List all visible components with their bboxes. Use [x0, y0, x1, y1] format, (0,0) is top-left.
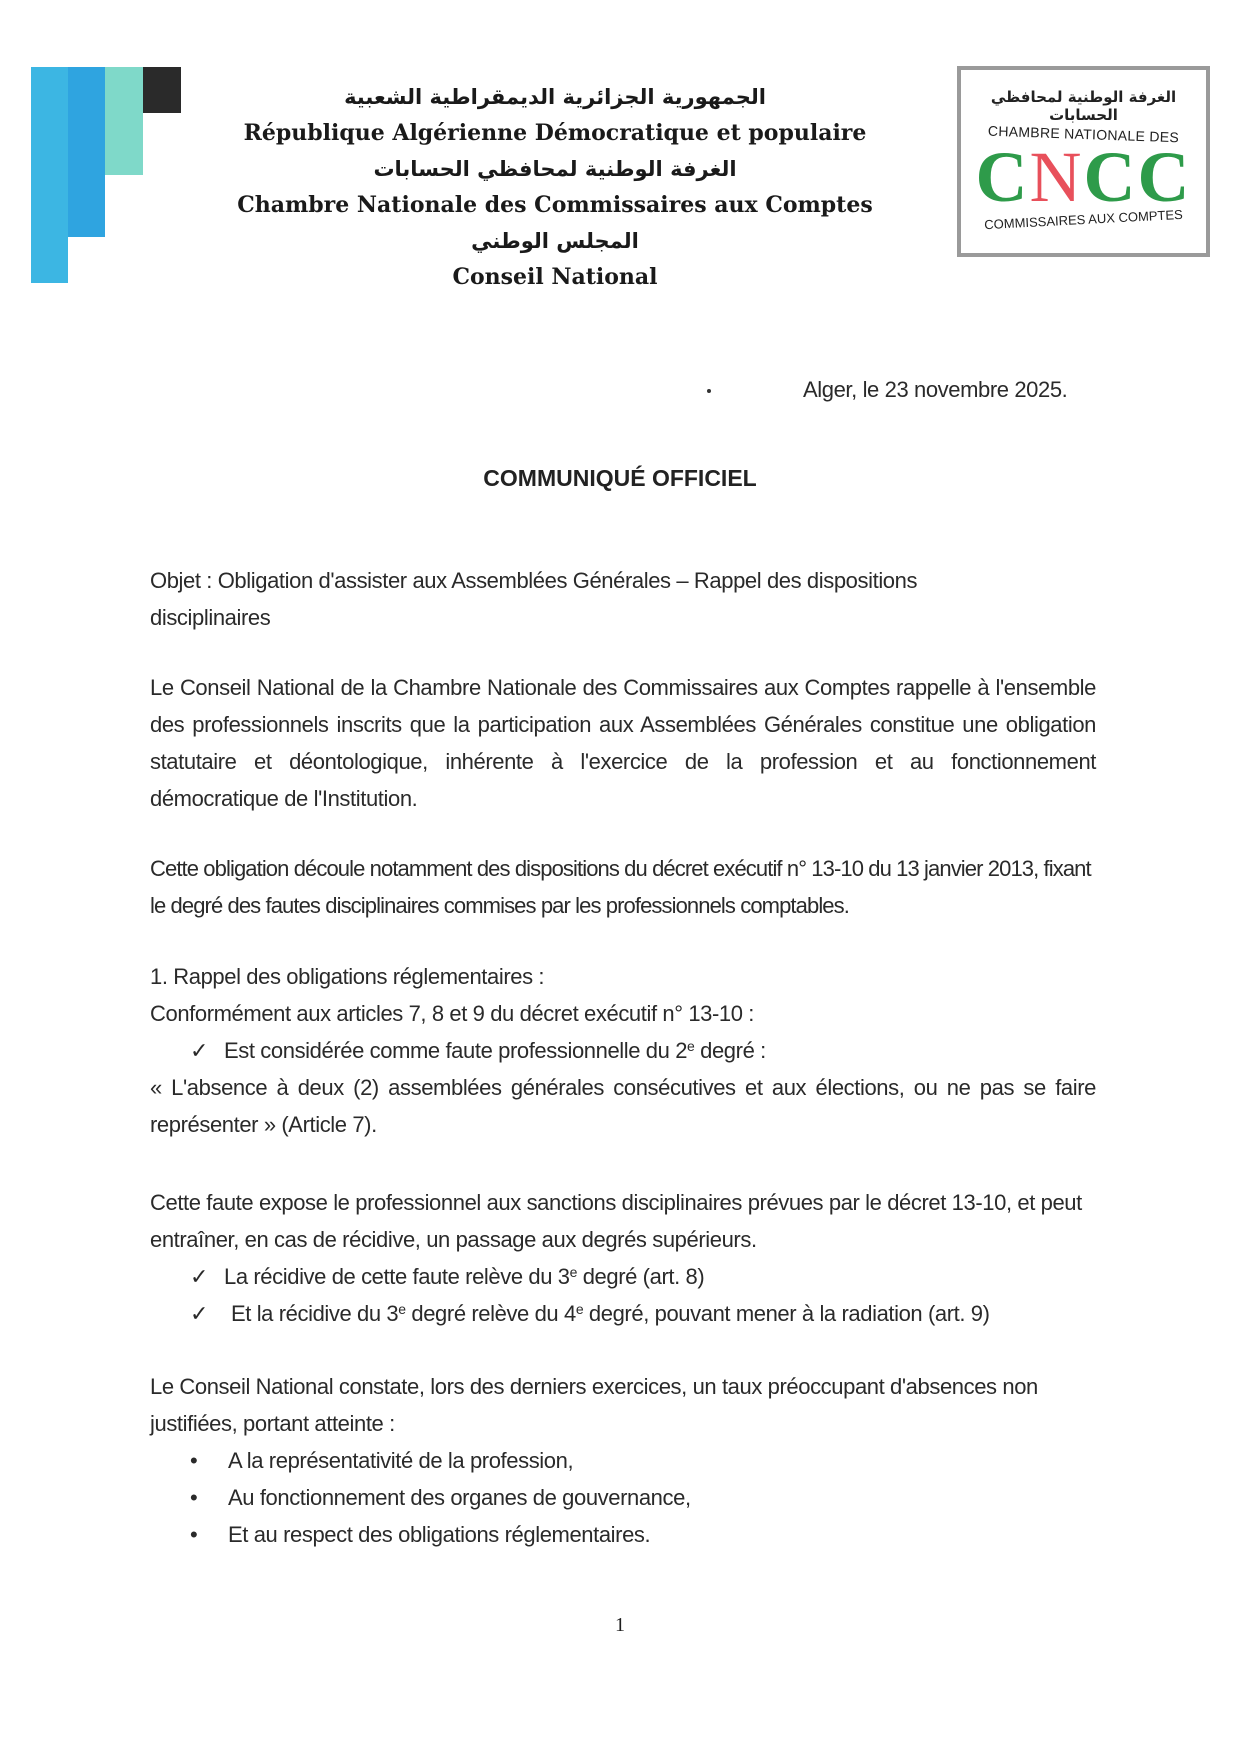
bullet-item: • Au fonctionnement des organes de gouvernance,: [150, 1479, 1096, 1516]
header-arabic-chamber: الغرفة الوطنية لمحافظي الحسابات: [373, 157, 737, 181]
logo-letter-c1: C: [975, 137, 1030, 217]
paragraph-sanctions: [150, 1184, 1100, 1332]
cncc-logo: [957, 66, 1210, 257]
bullet-icon: •: [190, 1522, 198, 1547]
decor-bar-blue: [68, 67, 105, 237]
header-arabic-republic: الجمهورية الجزائرية الديمقراطية الشعبية: [344, 85, 766, 109]
logo-arabic-text: الغرفة الوطنية لمحافظي الحسابات: [990, 88, 1177, 124]
bullet-icon: •: [190, 1485, 198, 1510]
bullet-item: • Et au respect des obligations réglementaires.: [150, 1516, 1096, 1553]
section-intro: Conformément aux articles 7, 8 et 9 du décret exécutif n° 13-10 :: [150, 1001, 755, 1026]
check-icon: ✓: [190, 1301, 209, 1326]
decor-bar-light-blue: [31, 67, 68, 283]
header-chamber: Chambre Nationale des Commissaires aux Comptes: [237, 192, 873, 218]
section-heading: 1. Rappel des obligations réglementaires :: [150, 964, 545, 989]
paragraph-intro: Le Conseil National de la Chambre Nationale des Commissaires aux Comptes rappelle à l'ensemble des professionnels inscrits que la participation aux Assemblées Générales constitue une obligation statutaire et déontologique, inhérente à l'exercice de la profession et au fonctionnement démocratique de l'Institution.: [150, 675, 1096, 811]
bullet-icon: •: [190, 1448, 198, 1473]
check-item: ✓ Est considérée comme faute professionnelle du 2e degré :: [150, 1032, 1096, 1069]
findings-text: Le Conseil National constate, lors des derniers exercices, un taux préoccupant d'absences non justifiées, portant atteinte :: [150, 1374, 1038, 1436]
decor-bar-dark: [143, 67, 181, 113]
bullet-item: • A la représentativité de la profession,: [150, 1442, 1096, 1479]
decor-bar-teal: [105, 67, 143, 175]
logo-letter-c3: C: [1137, 137, 1192, 217]
page-number: 1: [615, 1614, 625, 1636]
logo-letter-c2: C: [1083, 137, 1138, 217]
check-icon: ✓: [190, 1264, 209, 1289]
scan-speck: [707, 389, 711, 393]
check-icon: ✓: [190, 1038, 209, 1063]
paragraph-findings: [150, 1368, 1096, 1553]
logo-bottom-text: COMMISSAIRES AUX COMPTES: [983, 206, 1184, 233]
logo-letter-n: N: [1029, 137, 1084, 217]
paragraph-decree: Cette obligation découle notamment des dispositions du décret exécutif n° 13-10 du 13 janvier 2013, fixant le degré des fautes disciplinaires commises par les professionnels comptables.: [150, 856, 1091, 918]
document-title: COMMUNIQUÉ OFFICIEL: [483, 465, 757, 491]
letterhead: [200, 80, 910, 296]
header-republic: République Algérienne Démocratique et populaire: [243, 120, 867, 146]
logo-top-text: CHAMBRE NATIONALE DES: [987, 122, 1180, 146]
logo-acronym: [961, 137, 1206, 217]
decorative-logo-bars: [31, 67, 181, 283]
section-obligations: [150, 958, 1096, 1143]
check-item: ✓ Et la récidive du 3e degré relève du 4e degré, pouvant mener à la radiation (art. 9): [150, 1295, 1100, 1332]
header-council: Conseil National: [452, 264, 658, 290]
check-item: ✓ La récidive de cette faute relève du 3e degré (art. 8): [150, 1258, 1100, 1295]
subject-line: Objet : Obligation d'assister aux Assemblées Générales – Rappel des dispositions disciplinaires: [150, 568, 918, 630]
article-quote: « L'absence à deux (2) assemblées générales consécutives et aux élections, ou ne pas se faire représenter » (Article 7).: [150, 1075, 1096, 1137]
header-arabic-council: المجلس الوطني: [471, 229, 639, 253]
sanctions-text: Cette faute expose le professionnel aux sanctions disciplinaires prévues par le décret 13-10, et peut entraîner, en cas de récidive, un passage aux degrés supérieurs.: [150, 1190, 1082, 1252]
document-date: Alger, le 23 novembre 2025.: [803, 377, 1068, 402]
